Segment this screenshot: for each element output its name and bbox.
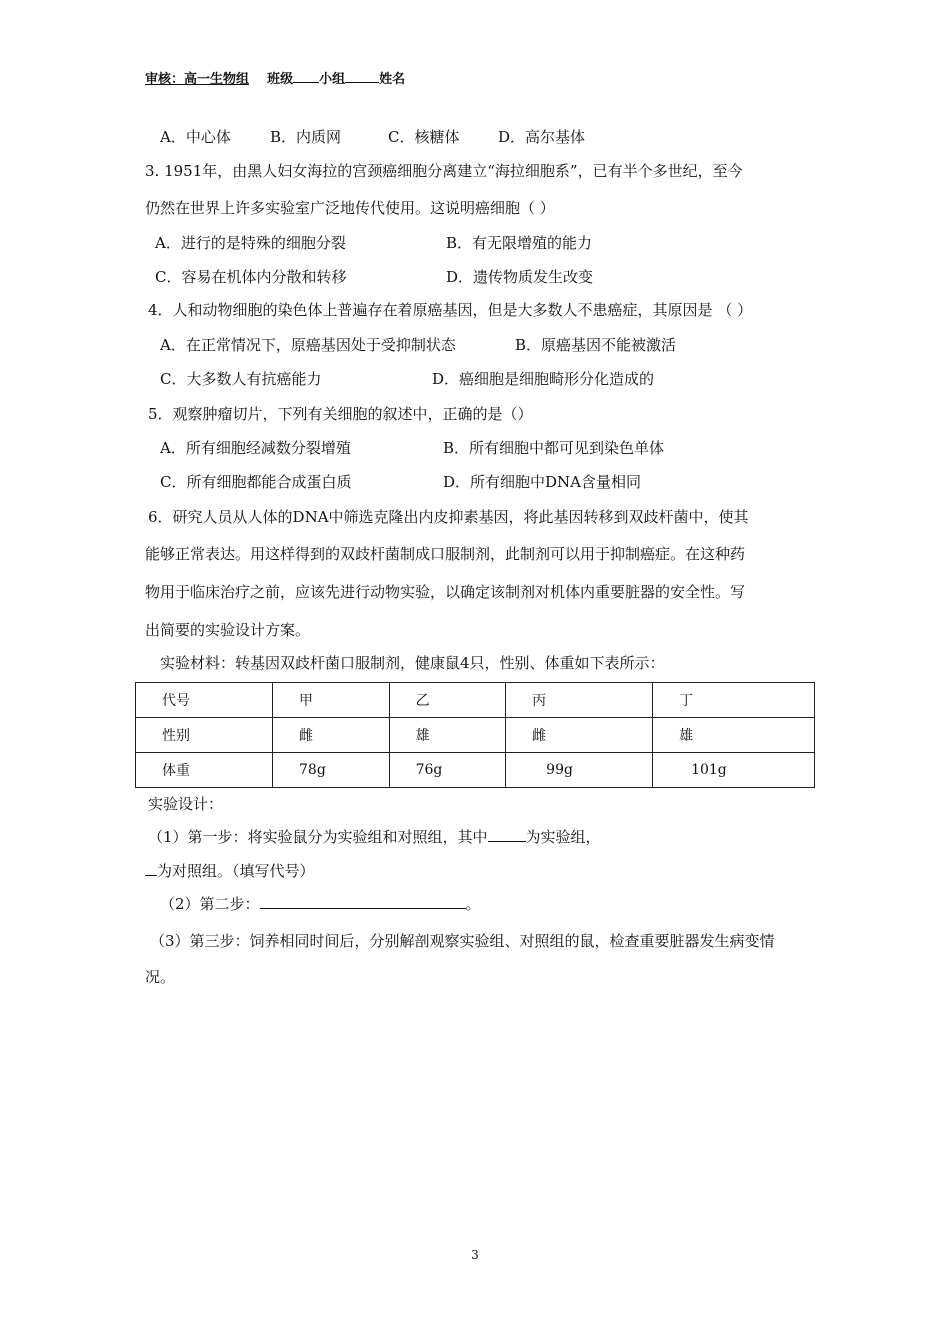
table-cell: 丁 [653, 683, 815, 718]
step1-cont [145, 860, 315, 881]
q6-line1: 6．研究人员从人体的DNA中筛选克隆出内皮抑素基因，将此基因转移到双歧杆菌中，使其 [148, 508, 749, 526]
q4-option-c: C．大多数人有抗癌能力 [160, 370, 322, 388]
q2-option-c: C．核糖体 [388, 128, 460, 146]
q5-option-c: C．所有细胞都能合成蛋白质 [160, 473, 352, 491]
group-blank[interactable] [345, 82, 379, 83]
table-cell: 性别 [136, 718, 273, 753]
table-cell: 乙 [389, 683, 506, 718]
q4-option-d: D．癌细胞是细胞畸形分化造成的 [432, 370, 655, 388]
step1-text-a: （1）第一步：将实验鼠分为实验组和对照组，其中 [148, 828, 488, 846]
step1-text-b: 为实验组， [525, 828, 601, 846]
experiment-group-blank[interactable] [488, 841, 526, 842]
table-row [136, 753, 815, 788]
table-cell: 雄 [653, 718, 815, 753]
name-label: 姓名 [379, 72, 406, 87]
class-label: 班级 [267, 72, 294, 87]
group-label: 小组 [319, 72, 346, 87]
step2-blank[interactable] [260, 908, 466, 909]
q4-option-a: A．在正常情况下，原癌基因处于受抑制状态 [160, 336, 456, 354]
step2 [160, 893, 481, 914]
table-cell: 101g [653, 753, 815, 788]
q5-option-d: D．所有细胞中DNA含量相同 [443, 473, 642, 491]
table-row [136, 718, 815, 753]
class-blank[interactable] [293, 82, 319, 83]
table-cell: 雄 [389, 718, 506, 753]
q2-option-b: B．内质网 [270, 128, 342, 146]
q2-option-d: D．高尔基体 [498, 128, 586, 146]
step1-text-c: 为对照组。（填写代号） [157, 862, 315, 880]
table-row [136, 683, 815, 718]
table-cell: 甲 [273, 683, 390, 718]
q6-line2: 能够正常表达。用这样得到的双歧杆菌制成口服制剂，此制剂可以用于抑制癌症。在这种药 [145, 545, 746, 563]
table-cell: 76g [389, 753, 506, 788]
q3-stem-line1: 3. 1951年，由黑人妇女海拉的宫颈癌细胞分离建立“海拉细胞系”，已有半个多世纪，至今 [145, 162, 743, 180]
table-cell: 体重 [136, 753, 273, 788]
review-label: 审核：高一生物组 [145, 72, 250, 87]
q3-option-a: A．进行的是特殊的细胞分裂 [155, 234, 346, 252]
q3-stem-line2: 仍然在世界上许多实验室广泛地传代使用。这说明癌细胞（ ） [145, 199, 555, 217]
table-cell: 雌 [273, 718, 390, 753]
table-cell: 99g [506, 753, 653, 788]
step1 [148, 826, 601, 847]
table-cell: 代号 [136, 683, 273, 718]
step2-end: 。 [465, 895, 481, 913]
q6-line4: 出简要的实验设计方案。 [145, 621, 311, 639]
q5-option-b: B．所有细胞中都可见到染色单体 [443, 439, 665, 457]
q3-option-d: D．遗传物质发生改变 [446, 268, 594, 286]
page-header [145, 68, 405, 87]
q3-option-c: C．容易在机体内分散和转移 [155, 268, 347, 286]
q2-option-a: A．中心体 [160, 128, 231, 146]
table-cell: 78g [273, 753, 390, 788]
q6-materials: 实验材料：转基因双歧杆菌口服制剂，健康鼠4只，性别、体重如下表所示： [160, 654, 665, 672]
q3-option-b: B．有无限增殖的能力 [446, 234, 593, 252]
q4-option-b: B．原癌基因不能被激活 [515, 336, 677, 354]
table-cell: 丙 [506, 683, 653, 718]
design-title: 实验设计： [148, 795, 224, 813]
mouse-table [135, 682, 815, 788]
q6-line3: 物用于临床治疗之前，应该先进行动物实验，以确定该制剂对机体内重要脏器的安全性。写 [145, 583, 746, 601]
table-cell: 雌 [506, 718, 653, 753]
q4-stem: 4．人和动物细胞的染色体上普遍存在着原癌基因，但是大多数人不患癌症，其原因是 （ ） [148, 301, 753, 319]
step3-line2: 况。 [145, 968, 176, 986]
step2-label: （2）第二步： [160, 895, 260, 913]
step3-line1: （3）第三步：饲养相同时间后，分别解剖观察实验组、对照组的鼠，检查重要脏器发生病变情 [150, 932, 775, 950]
control-group-blank[interactable] [145, 875, 157, 876]
q5-option-a: A．所有细胞经减数分裂增殖 [160, 439, 351, 457]
page-number: 3 [471, 1248, 479, 1262]
q5-stem: 5．观察肿瘤切片，下列有关细胞的叙述中，正确的是（） [148, 405, 533, 423]
